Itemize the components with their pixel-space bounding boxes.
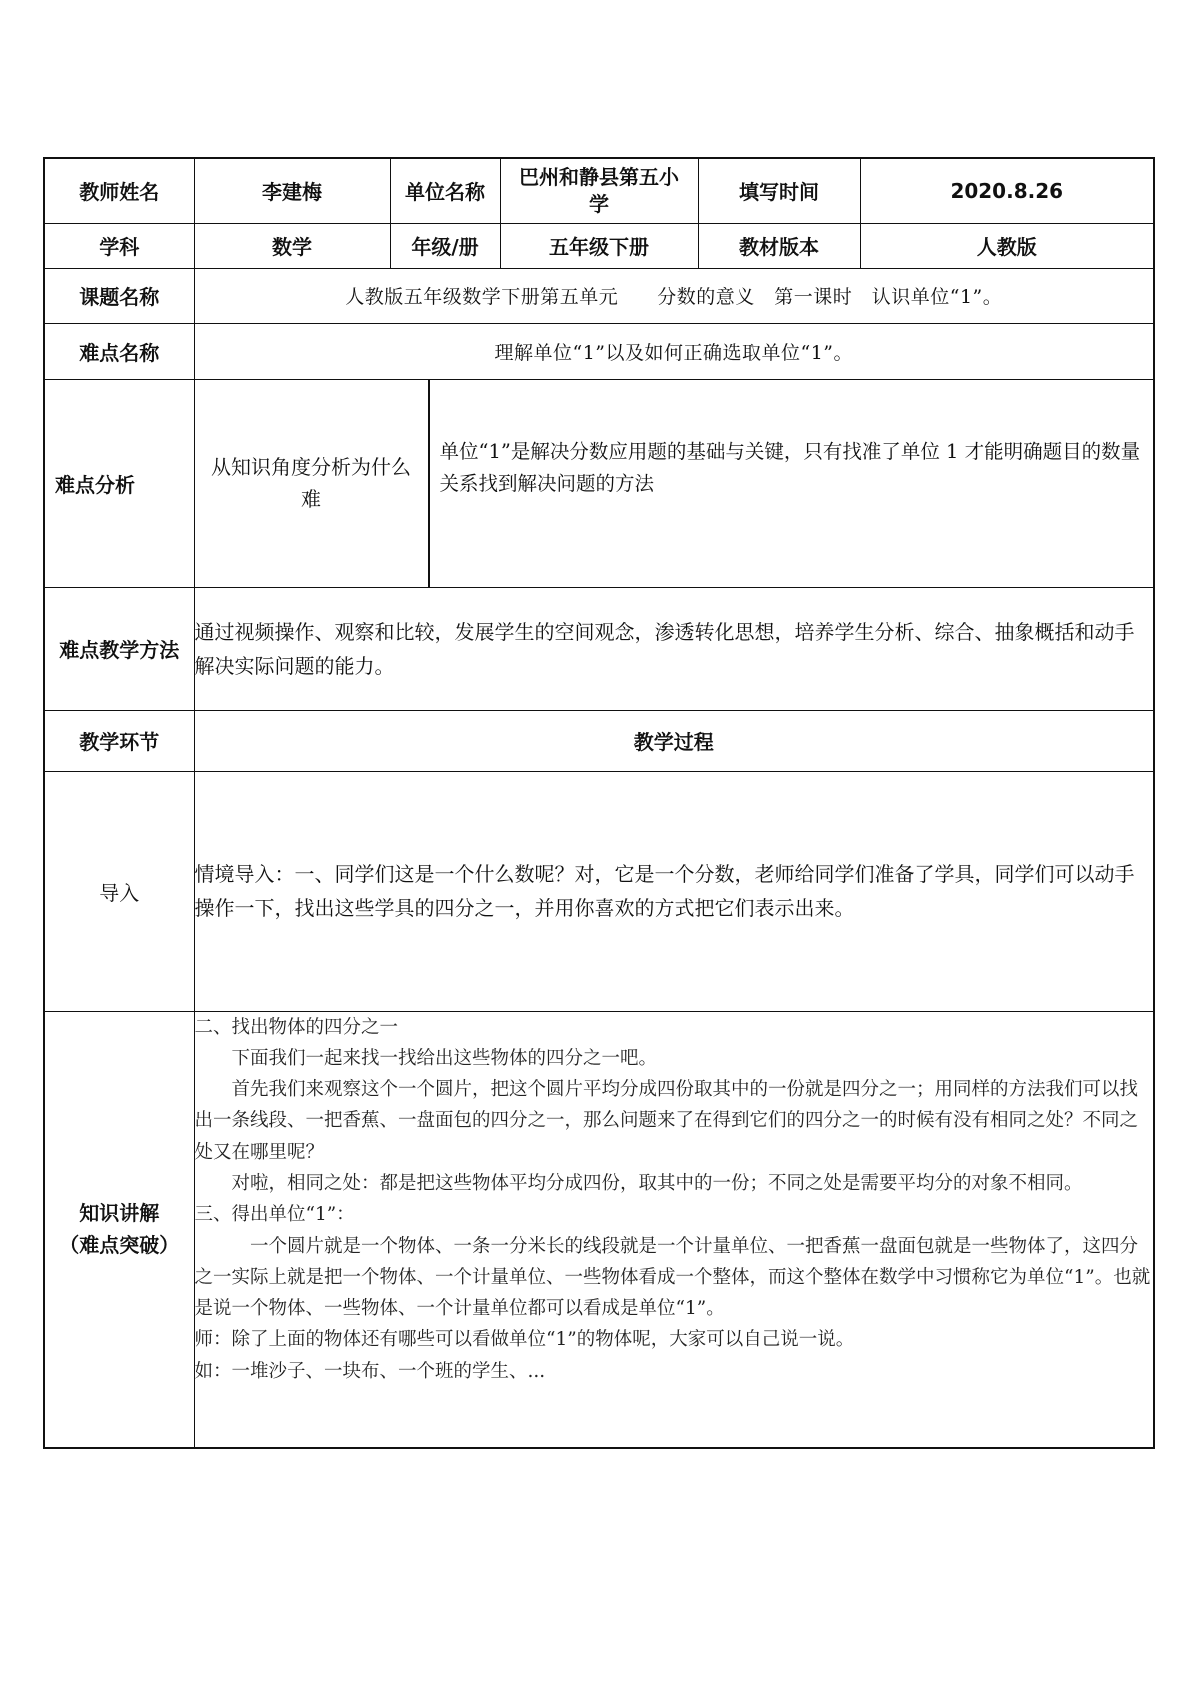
teacher-value: 李建梅 <box>194 158 390 223</box>
knowledge-content <box>194 1011 1154 1448</box>
stage-header: 教学环节 <box>44 710 194 771</box>
lesson-plan-table <box>43 157 1155 1449</box>
difficulty-value: 理解单位“1”以及如何正确选取单位“1”。 <box>194 323 1154 379</box>
grade-label: 年级/册 <box>390 223 500 268</box>
subject-label: 学科 <box>44 223 194 268</box>
knowledge-label-line1: 知识讲解 <box>79 1201 160 1226</box>
analysis-row <box>44 379 1154 587</box>
process-header-row <box>44 710 1154 771</box>
knowledge-label <box>44 1011 194 1448</box>
grade-value: 五年级下册 <box>500 223 698 268</box>
unit-value: 巴州和静县第五小学 <box>500 158 698 223</box>
topic-value: 人教版五年级数学下册第五单元 分数的意义 第一课时 认识单位“1”。 <box>194 268 1154 323</box>
knowledge-label-line2: （难点突破） <box>59 1233 180 1258</box>
topic-row <box>44 268 1154 323</box>
analysis-cell <box>194 379 1154 587</box>
fill-time-label: 填写时间 <box>698 158 860 223</box>
method-row <box>44 587 1154 710</box>
method-label: 难点教学方法 <box>44 587 194 710</box>
intro-row <box>44 771 1154 1011</box>
info-row-2 <box>44 223 1154 268</box>
topic-label: 课题名称 <box>44 268 194 323</box>
knowledge-para-2: 下面我们一起来找一找给出这些物体的四分之一吧。 <box>231 1047 658 1069</box>
knowledge-para-5: 三、得出单位“1”： <box>194 1204 355 1226</box>
knowledge-para-3: 首先我们来观察这个一个圆片，把这个圆片平均分成四份取其中的一份就是四分之一；用同样的方法我们可以找出一条线段、一把香蕉、一盘面包的四分之一，那么问题来了在得到它们的四分之一的时候有没有相同之处？不同之处又在哪里呢？ <box>194 1079 1139 1163</box>
intro-label: 导入 <box>44 771 194 1011</box>
knowledge-para-1: 二、找出物体的四分之一 <box>194 1016 399 1038</box>
fill-time-value: 2020.8.26 <box>860 158 1154 223</box>
analysis-inner-table <box>195 380 1154 587</box>
intro-value: 情境导入：一、同学们这是一个什么数呢？对，它是一个分数，老师给同学们准备了学具，同学们可以动手操作一下，找出这些学具的四分之一，并用你喜欢的方式把它们表示出来。 <box>194 771 1154 1011</box>
method-value: 通过视频操作、观察和比较，发展学生的空间观念，渗透转化思想，培养学生分析、综合、抽象概括和动手解决实际问题的能力。 <box>194 587 1154 710</box>
subject-value: 数学 <box>194 223 390 268</box>
info-row-1 <box>44 158 1154 223</box>
knowledge-para-8: 如：一堆沙子、一块布、一个班的学生、... <box>194 1360 546 1382</box>
process-header: 教学过程 <box>194 710 1154 771</box>
difficulty-label: 难点名称 <box>44 323 194 379</box>
analysis-label: 难点分析 <box>44 379 194 587</box>
knowledge-row <box>44 1011 1154 1448</box>
difficulty-row <box>44 323 1154 379</box>
unit-label: 单位名称 <box>390 158 500 223</box>
knowledge-para-4: 对啦，相同之处：都是把这些物体平均分成四份，取其中的一份；不同之处是需要平均分的对象不相同。 <box>231 1172 1083 1194</box>
knowledge-para-7: 师：除了上面的物体还有哪些可以看做单位“1”的物体呢，大家可以自己说一说。 <box>194 1329 855 1351</box>
teacher-label: 教师姓名 <box>44 158 194 223</box>
edition-value: 人教版 <box>860 223 1154 268</box>
analysis-value: 单位“1”是解决分数应用题的基础与关键，只有找准了单位 1 才能明确题目的数量关系找到解决问题的方法 <box>439 440 1141 495</box>
analysis-sub-label: 从知识角度分析为什么难 <box>195 380 429 587</box>
knowledge-para-6: 一个圆片就是一个物体、一条一分米长的线段就是一个计量单位、一把香蕉一盘面包就是一些物体了，这四分之一实际上就是把一个物体、一个计量单位、一些物体看成一个整体，而这个整体在数学中习惯称它为单位“1”。也就是说一个物体、一些物体、一个计量单位都可以看成是单位“1”。 <box>194 1235 1151 1320</box>
edition-label: 教材版本 <box>698 223 860 268</box>
